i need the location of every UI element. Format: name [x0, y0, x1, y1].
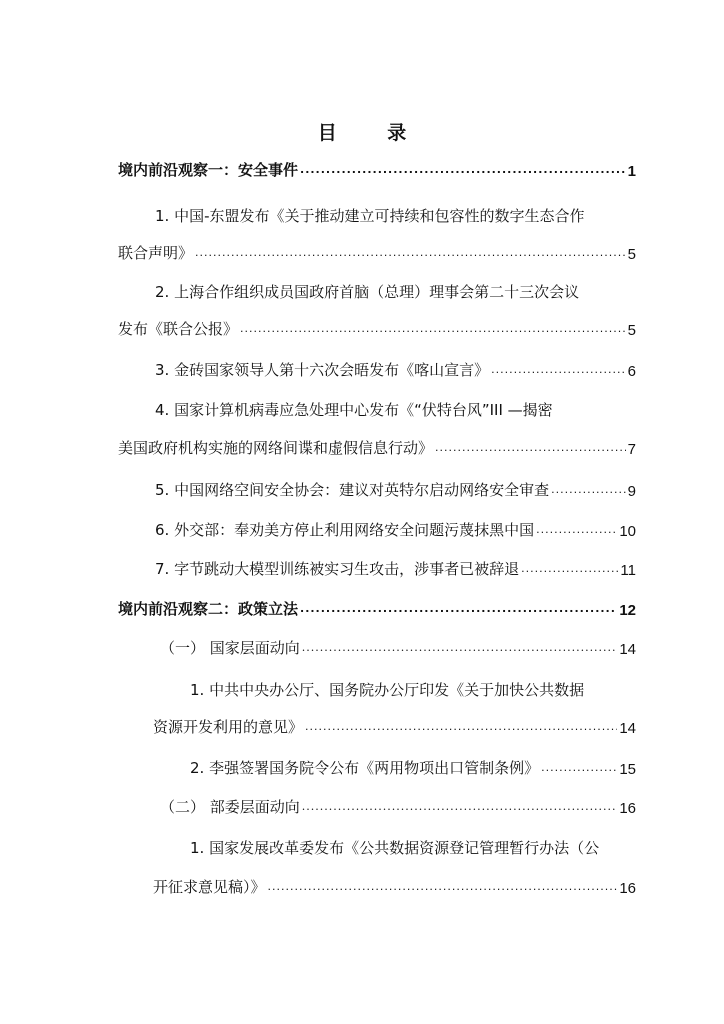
toc-entry-2-line1[interactable] [155, 276, 636, 302]
toc-page-number: 10 [619, 523, 636, 540]
toc-entry-sub2-1-line2[interactable] [153, 871, 636, 897]
toc-page-number: 6 [627, 363, 636, 380]
toc-entry-text: 开征求意见稿）》 [153, 878, 266, 896]
toc-entry-text: 美国政府机构实施的网络间谍和虚假信息行动》 [118, 439, 434, 457]
toc-leader [300, 602, 617, 619]
toc-entry-3[interactable] [155, 354, 636, 380]
toc-page-number: 5 [627, 246, 636, 263]
toc-entry-sub1-1-line2[interactable] [153, 711, 636, 737]
toc-page-number: 16 [619, 800, 636, 817]
toc-page-number: 9 [627, 483, 636, 500]
toc-page-number: 15 [619, 761, 636, 778]
toc-entry-2-line2[interactable] [118, 313, 636, 339]
toc-entry-subsection-2[interactable] [160, 791, 636, 817]
toc-leader [551, 483, 626, 500]
toc-leader [302, 800, 618, 817]
toc-title: 目 录 [317, 122, 429, 144]
toc-entry-text: 3. 金砖国家领导人第十六次会晤发布《喀山宣言》 [155, 361, 490, 379]
toc-page-number: 14 [619, 720, 636, 737]
toc-entry-subsection-1[interactable] [160, 632, 636, 658]
toc-entry-text: 资源开发利用的意见》 [153, 718, 304, 736]
toc-entry-text: 7. 字节跳动大模型训练被实习生攻击，涉事者已被辞退 [155, 560, 520, 578]
toc-entry-text: （二） 部委层面动向 [160, 798, 300, 816]
toc-entry-1-line1[interactable] [155, 200, 636, 226]
toc-leader [268, 880, 618, 897]
toc-page-number: 16 [619, 880, 636, 897]
toc-leader [521, 562, 618, 579]
toc-entry-sub2-1-line1[interactable] [190, 832, 636, 858]
toc-page-number: 1 [627, 163, 636, 180]
toc-leader [305, 720, 617, 737]
toc-leader [435, 441, 626, 458]
toc-leader [302, 641, 618, 658]
toc-entry-text: 1. 国家发展改革委发布《公共数据资源登记管理暂行办法（公 [190, 839, 600, 857]
toc-entry-sub1-1-line1[interactable] [190, 674, 636, 700]
toc-entry-1-line2[interactable] [118, 237, 636, 263]
toc-leader [300, 163, 626, 180]
toc-entry-section-1[interactable] [118, 154, 636, 180]
toc-page-number: 11 [620, 562, 636, 579]
toc-entry-text: （一） 国家层面动向 [160, 639, 300, 657]
toc-page-number: 5 [627, 322, 636, 339]
toc-entry-text: 境内前沿观察一：安全事件 [118, 161, 299, 179]
toc-entry-5[interactable] [155, 474, 636, 500]
toc-leader [195, 246, 626, 263]
toc-entry-7[interactable] [155, 553, 636, 579]
toc-entry-text: 2. 李强签署国务院令公布《两用物项出口管制条例》 [190, 759, 540, 777]
toc-leader [541, 761, 617, 778]
toc-entry-sub1-2[interactable] [190, 752, 636, 778]
toc-leader [240, 322, 626, 339]
toc-entry-section-2[interactable] [118, 593, 636, 619]
toc-entry-text: 发布《联合公报》 [118, 320, 239, 338]
toc-entry-text: 4. 国家计算机病毒应急处理中心发布《“伏特台风”III —揭密 [155, 401, 553, 419]
toc-page-number: 12 [619, 602, 636, 619]
toc-page-number: 7 [627, 441, 636, 458]
toc-entry-text: 1. 中共中央办公厅、国务院办公厅印发《关于加快公共数据 [190, 681, 585, 699]
toc-entry-text: 5. 中国网络空间安全协会：建议对英特尔启动网络安全审查 [155, 481, 550, 499]
toc-leader [536, 523, 617, 540]
toc-entry-text: 境内前沿观察二：政策立法 [118, 600, 299, 618]
toc-entry-4-line1[interactable] [155, 394, 636, 420]
toc-leader [491, 363, 626, 380]
toc-entry-text: 6. 外交部：奉劝美方停止利用网络安全问题污蔑抹黑中国 [155, 521, 535, 539]
toc-entry-4-line2[interactable] [118, 432, 636, 458]
toc-entry-text: 2. 上海合作组织成员国政府首脑（总理）理事会第二十三次会议 [155, 283, 580, 301]
toc-entry-text: 联合声明》 [118, 244, 194, 262]
toc-entry-6[interactable] [155, 514, 636, 540]
toc-entry-text: 1. 中国-东盟发布《关于推动建立可持续和包容性的数字生态合作 [155, 207, 585, 225]
toc-page-number: 14 [619, 641, 636, 658]
